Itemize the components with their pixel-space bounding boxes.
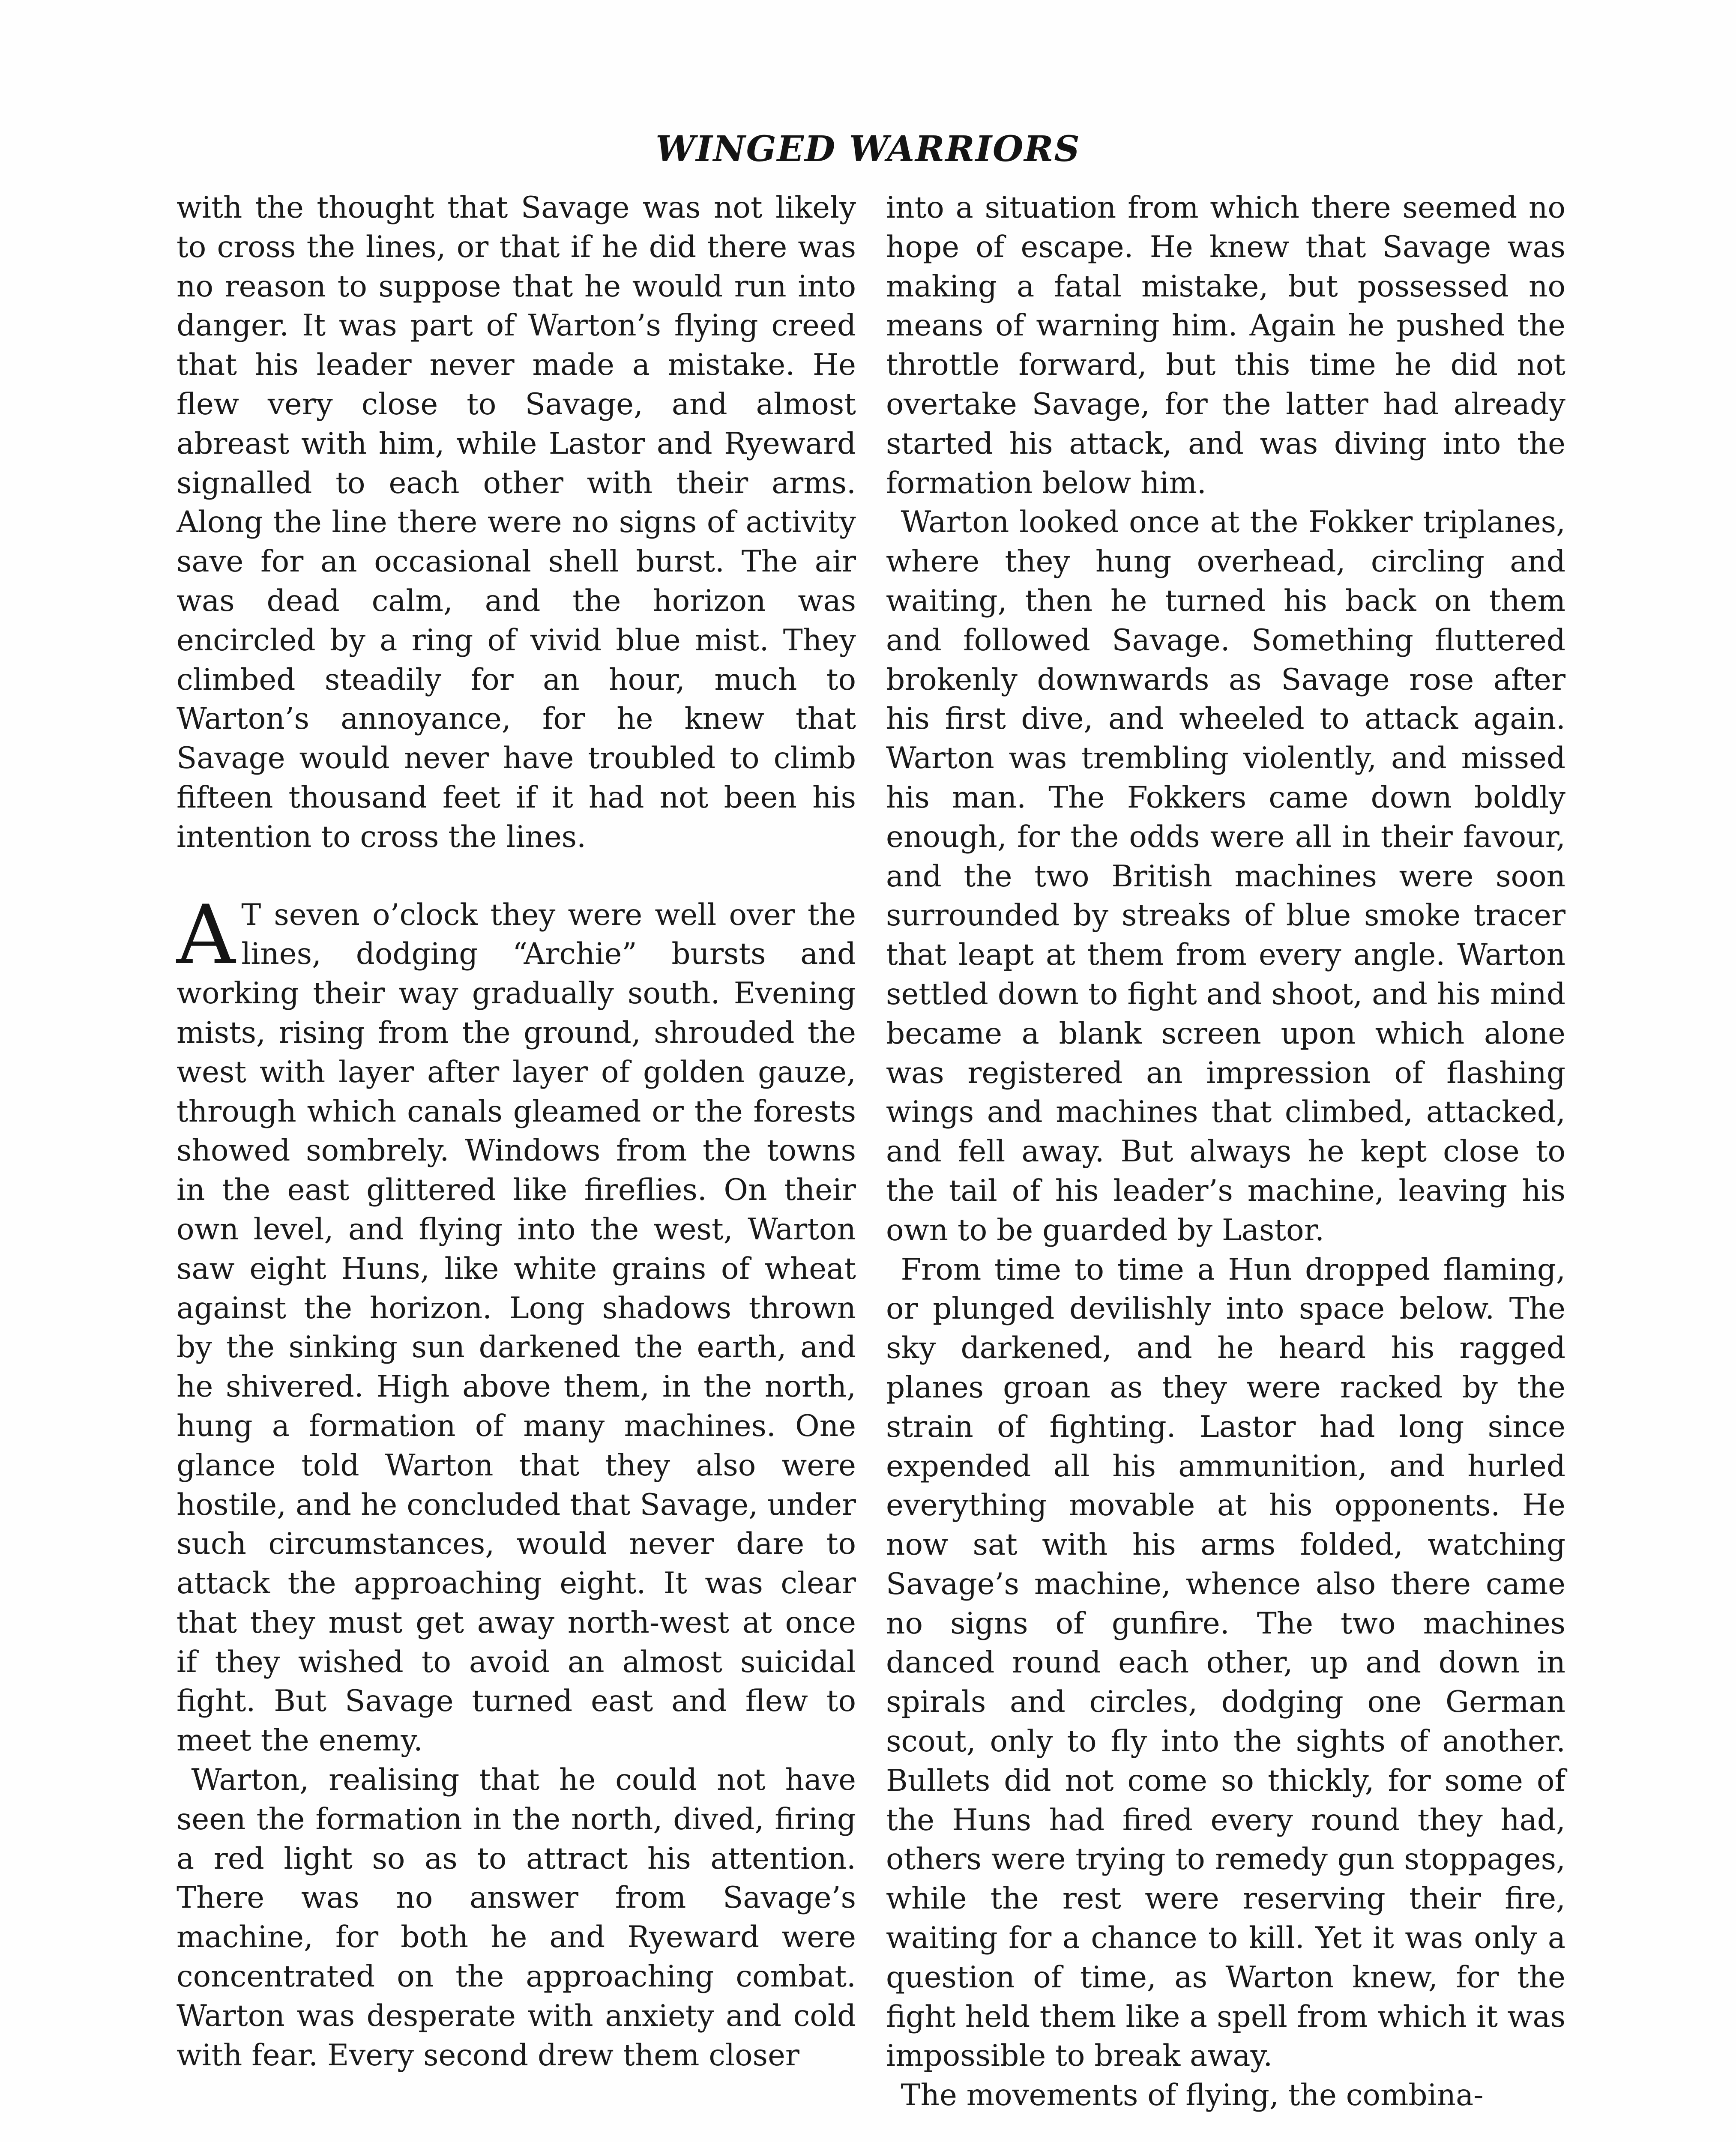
paragraph-with-dropcap bbox=[177, 887, 856, 1761]
paragraph: From time to time a Hun dropped flaming, or plunged devilishly into space below. The sky darkened, and he heard his ragged planes groan as they were racked by the strain of fighting. Lastor had long since expended all his ammunition, and hurled everything movable at his opponents. He now sat with his arms folded, watching Savage’s machine, whence also there came no signs of gunfire. The two machines danced round each other, up and down in spirals and circles, dodging one German scout, only to fly into the sights of another. Bullets did not come so thickly, for some of the Huns had fired every round they had, others were trying to remedy gun stoppages, while the rest were reserving their fire, waiting for a chance to kill. Yet it was only a question of time, as Warton knew, for the fight held them like a spell from which it was impossible to break away. bbox=[886, 1252, 1565, 2073]
left-column bbox=[177, 188, 856, 2075]
lead-in-caps: T bbox=[241, 897, 262, 932]
paragraph: with the thought that Savage was not likely to cross the lines, or that if he did there was no reason to suppose that he would run into danger. It was part of Warton’s flying creed that his leader never made a mistake. He flew very close to Savage, and almost abreast with him, while Lastor and Ryeward signalled to each other with their arms. Along the line there were no signs of activity save for an occasional shell burst. The air was dead calm, and the horizon was encircled by a ring of vivid blue mist. They climbed steadily for an hour, much to Warton’s annoyance, for he knew that Savage would never have troubled to climb fifteen thousand feet if it had not been his intention to cross the lines. bbox=[177, 191, 856, 854]
paragraph: Warton, realising that he could not have seen the formation in the north, dived, firing a red light so as to attract his attention. There was no answer from Savage’s machine, for both he and Ryeward were concentrated on the approaching combat. Warton was desperate with anxiety and cold with fear. Every second drew them closer bbox=[177, 1763, 856, 2073]
paragraph: into a situation from which there seemed no hope of escape. He knew that Savage was making a fatal mistake, but possessed no means of warning him. Again he pushed the throttle forward, but this time he did not overtake Savage, for the latter had already started his attack, and was diving into the formation below him. bbox=[886, 191, 1565, 500]
paragraph-text: seven o’clock they were well over the lines, dodging “Archie” bursts and working their way gradually south. Evening mists, rising from the ground, shrouded the west with layer after layer of golden gauze, through which canals gleamed or the forests showed sombrely. Windows from the towns in the east glittered like fireflies. On their own level, and flying into the west, Warton saw eight Huns, like white grains of wheat against the horizon. Long shadows thrown by the sinking sun darkened the earth, and he shivered. High above them, in the north, hung a formation of many machines. One glance told Warton that they also were hostile, and he concluded that Savage, under such circumstances, would never dare to attack the approaching eight. It was clear that they must get away north-west at once if they wished to avoid an almost suicidal fight. But Savage turned east and flew to meet the enemy. bbox=[177, 897, 856, 1758]
paragraph: The movements of flying, the combina- bbox=[901, 2078, 1484, 2113]
drop-cap: A bbox=[177, 887, 236, 982]
section-break bbox=[177, 857, 856, 896]
paragraph: Warton looked once at the Fokker triplanes, where they hung overhead, circling and waiting, then he turned his back on them and followed Savage. Something fluttered brokenly downwards as Savage rose after his first dive, and wheeled to attack again. Warton was trembling violently, and missed his man. The Fokkers came down boldly enough, for the odds were all in their favour, and the two British machines were soon surrounded by streaks of blue smoke tracer that leapt at them from every angle. Warton settled down to fight and shoot, and his mind became a blank screen upon which alone was registered an impression of flashing wings and machines that climbed, attacked, and fell away. But always he kept close to the tail of his leader’s machine, leaving his own to be guarded by Lastor. bbox=[886, 505, 1565, 1248]
running-header: WINGED WARRIORS bbox=[655, 129, 1081, 170]
right-column bbox=[886, 188, 1565, 2115]
